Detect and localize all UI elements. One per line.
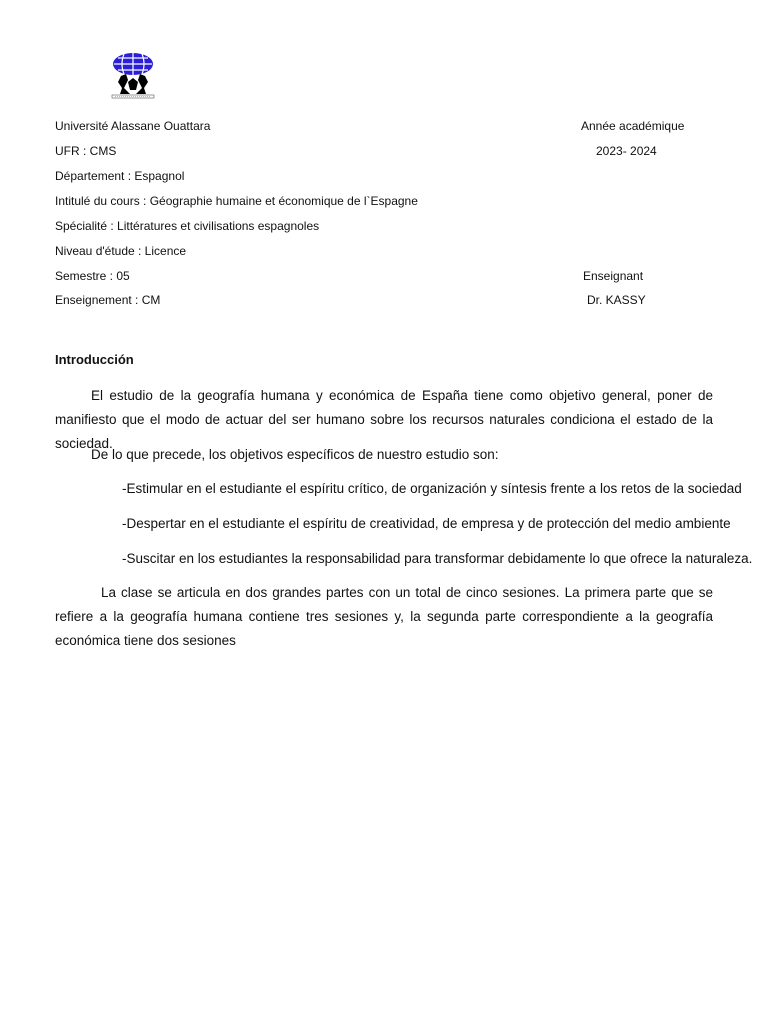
ufr-line: UFR : CMS xyxy=(55,144,117,158)
level-line: Niveau d'étude : Licence xyxy=(55,244,187,258)
department-line: Département : Espagnol xyxy=(55,169,185,183)
course-title-line: Intitulé du cours : Géographie humaine et économique de l`Espagne xyxy=(55,194,418,208)
structure-paragraph: La clase se articula en dos grandes partes con un total de cinco sesiones. La primera parte que se refiere a la geografía humana contiene tres sesiones y, la segunda parte correspondiente a la geografía económica tiene dos sesiones xyxy=(55,585,713,648)
objective-item: -Despertar en el estudiante el espíritu de creatividad, de empresa y de protección del medio ambiente xyxy=(122,516,731,531)
teaching-line: Enseignement : CM xyxy=(55,293,161,307)
objectives-intro: De lo que precede, los objetivos específicos de nuestro estudio son: xyxy=(91,447,499,462)
university-logo-icon xyxy=(106,50,160,100)
objective-item: -Estimular en el estudiante el espíritu crítico, de organización y síntesis frente a los retos de la sociedad xyxy=(122,481,742,496)
university-name: Université Alassane Ouattara xyxy=(55,119,211,133)
teacher-label: Enseignant xyxy=(583,269,644,283)
semester-line: Semestre : 05 xyxy=(55,269,130,283)
intro-paragraph: El estudio de la geografía humana y económica de España tiene como objetivo general, poner de manifiesto que el modo de actuar del ser humano sobre los recursos naturales condiciona el estado de la sociedad. xyxy=(55,388,713,451)
teacher-name: Dr. KASSY xyxy=(587,293,646,307)
section-heading: Introducción xyxy=(55,352,134,367)
academic-year-label: Année académique xyxy=(581,119,685,133)
academic-year-value: 2023- 2024 xyxy=(596,144,657,158)
objective-item: -Suscitar en los estudiantes la responsabilidad para transformar debidamente lo que ofrece la naturaleza. xyxy=(122,551,753,566)
specialty-line: Spécialité : Littératures et civilisations espagnoles xyxy=(55,219,320,233)
